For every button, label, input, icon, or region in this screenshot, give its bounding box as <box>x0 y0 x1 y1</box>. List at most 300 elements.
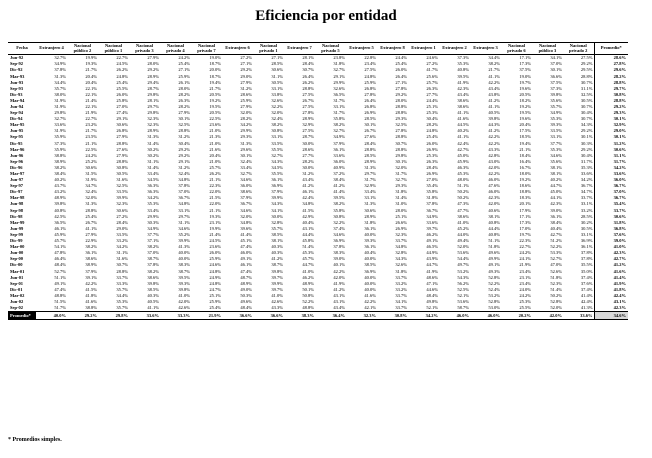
value-cell: 31.4% <box>147 165 159 170</box>
value-cell: 30.7% <box>395 140 407 146</box>
value-cell: 21.7% <box>85 67 97 73</box>
value-cell: 41.3% <box>178 244 190 250</box>
value-cell: 33.1% <box>550 134 562 140</box>
value-cell: 31.1% <box>116 250 128 256</box>
average-cell: 36.7% <box>594 183 628 189</box>
value-cell: 40.0% <box>364 287 376 292</box>
value-cell: 29.2% <box>395 92 407 97</box>
date-cell: Promedio* <box>8 312 36 320</box>
value-cell: 47.4% <box>240 268 252 274</box>
value-cell: 28.8% <box>302 85 314 91</box>
average-cell: 41.2% <box>594 263 628 269</box>
value-cell: 38.9% <box>85 262 97 268</box>
value-cell: 18.0% <box>519 171 531 177</box>
value-cell: 39.5% <box>457 73 469 79</box>
value-cell: 17.9% <box>519 207 531 213</box>
column-header: Fecha <box>8 43 36 55</box>
value-cell: 19.0% <box>519 73 531 79</box>
value-cell: 32.7% <box>54 116 66 122</box>
value-cell: 26.8% <box>364 85 376 91</box>
value-cell: 34.4% <box>488 55 500 61</box>
date-cell: Mar-02 <box>10 293 25 298</box>
value-cell: 21.5% <box>209 195 221 201</box>
value-cell: 21.3% <box>209 134 221 140</box>
value-cell: 28.2% <box>178 104 190 109</box>
value-cell: 41.1% <box>457 110 469 116</box>
value-cell: 31.9% <box>54 128 66 134</box>
value-cell: 41.5% <box>302 207 314 213</box>
average-cell: 28.8% <box>594 80 628 86</box>
value-cell: 35.0% <box>580 268 593 274</box>
value-cell: 27.9% <box>240 79 252 85</box>
value-cell: 42.2% <box>488 134 500 140</box>
average-cell: 36.0% <box>594 177 628 183</box>
value-cell: 35.3% <box>550 146 562 152</box>
value-cell: 33.7% <box>395 238 407 244</box>
value-cell: 36.7% <box>240 201 252 207</box>
value-cell: 33.3% <box>160 312 191 320</box>
value-cell: 52.1% <box>457 293 469 298</box>
value-cell: 45.2% <box>457 226 469 231</box>
value-cell: 44.4% <box>488 226 500 231</box>
value-cell: 50.1% <box>302 287 314 292</box>
value-cell: 23.1% <box>209 219 221 225</box>
value-cell: 38.9% <box>54 159 66 164</box>
value-cell: 37.2% <box>333 171 345 177</box>
value-cell: 16.7% <box>519 165 531 170</box>
value-cell: 39.9% <box>271 280 283 286</box>
value-cell: 28.8% <box>395 134 407 140</box>
value-cell: 25.5% <box>116 85 128 91</box>
value-cell: 35.6% <box>550 159 562 164</box>
value-cell: 44.7% <box>550 183 562 189</box>
date-cell: Dic-00 <box>10 262 23 268</box>
value-cell: 26.7% <box>85 219 97 225</box>
value-cell: 31.7% <box>580 159 593 164</box>
value-cell: 32.2% <box>333 219 345 225</box>
value-cell: 29.8% <box>147 110 159 116</box>
value-cell: 34.3% <box>580 122 593 128</box>
value-cell: 29.9% <box>333 79 345 85</box>
value-cell: 28.8% <box>116 159 128 164</box>
value-cell: 33.1% <box>271 85 283 91</box>
date-cell: Dic-93 <box>10 92 23 97</box>
value-cell: 28.6% <box>240 92 252 97</box>
value-cell: 52.2% <box>302 299 314 304</box>
value-cell: 30.1% <box>178 116 190 122</box>
value-cell: 21.9% <box>519 262 531 268</box>
value-cell: 43.7% <box>54 183 66 189</box>
value-cell: 26.7% <box>302 98 314 103</box>
value-cell: 34.1% <box>550 55 562 61</box>
value-cell: 32.3% <box>395 232 407 237</box>
value-cell: 29.7% <box>147 104 159 109</box>
date-cell: Sep-96 <box>10 159 24 164</box>
value-cell: 19.6% <box>519 116 531 122</box>
value-cell: 40.4% <box>550 226 562 231</box>
value-cell: 35.5% <box>271 171 283 177</box>
value-cell: 25.4% <box>85 213 97 219</box>
value-cell: 35.4% <box>426 183 438 189</box>
value-cell: 28.8% <box>395 110 407 116</box>
value-cell: 28.8% <box>580 73 593 79</box>
value-cell: 33.7% <box>580 195 593 201</box>
value-cell: 30.4% <box>580 110 593 116</box>
value-cell: 20.0% <box>209 67 221 73</box>
value-cell: 19.3% <box>209 213 221 219</box>
value-cell: 33.6% <box>426 219 438 225</box>
value-cell: 28.7% <box>302 134 314 140</box>
value-cell: 36.9% <box>271 183 283 189</box>
value-cell: 30.4% <box>580 152 593 158</box>
value-cell: 41.1% <box>488 104 500 109</box>
value-cell: 32.9% <box>364 183 376 189</box>
value-cell: 43.2% <box>54 189 66 195</box>
value-cell: 35.5% <box>580 262 593 268</box>
value-cell: 34.8% <box>178 177 190 183</box>
value-cell: 49.1% <box>426 238 438 244</box>
value-cell: 38.2% <box>271 122 283 128</box>
value-cell: 34.2% <box>116 244 128 250</box>
value-cell: 43.1% <box>333 299 345 304</box>
value-cell: 37.0% <box>147 250 159 256</box>
value-cell: 19.4% <box>209 79 221 85</box>
value-cell: 31.2% <box>302 171 314 177</box>
value-cell: 19.5% <box>209 104 221 109</box>
value-cell: 30.8% <box>271 128 283 134</box>
value-cell: 28.4% <box>364 140 376 146</box>
value-cell: 34.6% <box>333 232 345 237</box>
value-cell: 49.1% <box>240 256 252 262</box>
value-cell: 30.0% <box>302 140 314 146</box>
value-cell: 42.2% <box>85 280 97 286</box>
value-cell: 43.8% <box>488 92 500 97</box>
value-cell: 24.6% <box>426 55 438 61</box>
value-cell: 42.2% <box>488 171 500 177</box>
value-cell: 35.3% <box>147 201 159 207</box>
value-cell: 31.9% <box>85 177 97 183</box>
value-cell: 36.9% <box>333 238 345 244</box>
value-cell: 35.2% <box>178 232 190 237</box>
table-row <box>8 305 628 312</box>
value-cell: 39.3% <box>364 238 376 244</box>
value-cell: 44.7% <box>302 262 314 268</box>
value-cell: 46.0% <box>488 189 500 195</box>
value-cell: 30.5% <box>116 171 128 177</box>
value-cell: 24.4% <box>395 55 407 61</box>
average-cell: 31.8% <box>594 220 628 226</box>
value-cell: 25.4% <box>426 134 438 140</box>
date-cell: Sep-00 <box>10 256 24 262</box>
value-cell: 30.7% <box>580 79 593 85</box>
value-cell: 31.9% <box>54 104 66 109</box>
value-cell: 19.9% <box>209 226 221 231</box>
value-cell: 30.4% <box>178 140 190 146</box>
value-cell: 48.8% <box>302 305 314 311</box>
value-cell: 17.1% <box>519 213 531 219</box>
footnote: * Promedios simples. <box>8 437 62 443</box>
value-cell: 40.1% <box>333 262 345 268</box>
value-cell: 34.6% <box>240 207 252 213</box>
value-cell: 39.5% <box>178 274 190 280</box>
value-cell: 25.4% <box>178 61 190 67</box>
value-cell: 37.8% <box>54 67 66 73</box>
average-cell: 28.2% <box>594 74 628 80</box>
date-cell: Jun-02 <box>10 299 24 304</box>
average-cell: 34.6% <box>594 312 628 320</box>
value-cell: 32.4% <box>178 171 190 177</box>
value-cell: 52.7% <box>54 268 66 274</box>
value-cell: 26.0% <box>395 67 407 73</box>
column-header: Extranjero 8 <box>377 43 408 55</box>
value-cell: 24.5% <box>209 238 221 244</box>
value-cell: 41.8% <box>85 293 97 298</box>
value-cell: 41.4% <box>240 232 252 237</box>
value-cell: 34.4% <box>116 293 128 298</box>
value-cell: 37.8% <box>178 183 190 189</box>
value-cell: 49.0% <box>240 287 252 292</box>
value-cell: 51.2% <box>550 238 562 244</box>
value-cell: 40.0% <box>178 256 190 262</box>
value-cell: 38.1% <box>271 238 283 244</box>
average-cell: 30.1% <box>594 135 628 141</box>
value-cell: 46.5% <box>426 244 438 250</box>
value-cell: 33.1% <box>271 134 283 140</box>
value-cell: 39.9% <box>116 195 128 201</box>
average-cell: 39.0% <box>594 238 628 244</box>
value-cell: 48.9% <box>240 280 252 286</box>
value-cell: 24.2% <box>85 152 97 158</box>
value-cell: 49.6% <box>488 250 500 256</box>
value-cell: 34.8% <box>302 201 314 207</box>
value-cell: 28.5% <box>271 61 283 67</box>
average-cell: 33.6% <box>594 171 628 177</box>
value-cell: 25.7% <box>209 165 221 170</box>
value-cell: 47.0% <box>550 262 562 268</box>
value-cell: 38.6% <box>457 213 469 219</box>
value-cell: 25.9% <box>209 256 221 262</box>
average-cell: 30.6% <box>594 214 628 220</box>
value-cell: 29.9% <box>147 213 159 219</box>
value-cell: 49.3% <box>488 268 500 274</box>
value-cell: 33.6% <box>333 152 345 158</box>
average-cell: 43.1% <box>594 299 628 305</box>
value-cell: 36.5% <box>54 219 66 225</box>
value-cell: 29.0% <box>116 226 128 231</box>
value-cell: 29.8% <box>395 152 407 158</box>
column-header: Extranjero 2 <box>439 43 470 55</box>
value-cell: 37.4% <box>333 226 345 231</box>
value-cell: 42.3% <box>457 85 469 91</box>
value-cell: 40.0% <box>36 312 67 320</box>
value-cell: 27.8% <box>395 85 407 91</box>
value-cell: 54.1% <box>54 244 66 250</box>
value-cell: 30.5% <box>580 226 593 231</box>
value-cell: 21.1% <box>209 207 221 213</box>
value-cell: 24.0% <box>519 287 531 292</box>
value-cell: 22.9% <box>85 238 97 244</box>
value-cell: 26.9% <box>426 171 438 177</box>
column-header: Extranjero 4 <box>36 43 67 55</box>
value-cell: 46.1% <box>302 189 314 195</box>
value-cell: 26.4% <box>302 73 314 79</box>
value-cell: 41.4% <box>333 189 345 195</box>
value-cell: 27.9% <box>178 110 190 116</box>
value-cell: 27.4% <box>116 110 128 116</box>
value-cell: 40.2% <box>54 177 66 183</box>
value-cell: 38.1% <box>550 165 562 170</box>
value-cell: 43.4% <box>302 177 314 183</box>
value-cell: 36.5% <box>333 92 345 97</box>
value-cell: 22.1% <box>85 92 97 97</box>
value-cell: 30.1% <box>395 159 407 164</box>
date-cell: Dic-98 <box>10 213 23 219</box>
value-cell: 31.7% <box>364 177 376 183</box>
value-cell: 42.0% <box>532 312 563 320</box>
value-cell: 38.6% <box>240 189 252 195</box>
value-cell: 37.9% <box>333 140 345 146</box>
value-cell: 41.0% <box>178 293 190 298</box>
value-cell: 42.0% <box>488 165 500 170</box>
date-cell: Dic-94 <box>10 116 23 122</box>
value-cell: 45.0% <box>457 152 469 158</box>
value-cell: 38.3% <box>333 250 345 256</box>
value-cell: 34.9% <box>147 226 159 231</box>
value-cell: 43.1% <box>333 293 345 298</box>
value-cell: 44.0% <box>457 232 469 237</box>
value-cell: 32.3% <box>147 116 159 122</box>
value-cell: 34.9% <box>333 134 345 140</box>
value-cell: 51.1% <box>457 183 469 189</box>
average-cell: 36.8% <box>594 226 628 232</box>
value-cell: 43.4% <box>488 85 500 91</box>
value-cell: 36.1% <box>364 226 376 231</box>
value-cell: 41.5% <box>85 287 97 292</box>
value-cell: 28.8% <box>395 146 407 152</box>
value-cell: 41.2% <box>488 98 500 103</box>
value-cell: 24.5% <box>116 61 128 67</box>
value-cell: 29.2% <box>580 128 593 134</box>
value-cell: 53.2% <box>457 268 469 274</box>
value-cell: 35.3% <box>580 165 593 170</box>
value-cell: 20.2% <box>501 312 532 320</box>
value-cell: 37.6% <box>580 280 593 286</box>
value-cell: 27.2% <box>426 61 438 67</box>
value-cell: 28.8% <box>116 140 128 146</box>
value-cell: 22.7% <box>519 244 531 250</box>
value-cell: 36.7% <box>426 207 438 213</box>
value-cell: 30.1% <box>364 122 376 128</box>
value-cell: 29.2% <box>240 67 252 73</box>
value-cell: 45.1% <box>240 238 252 244</box>
value-cell: 34.2% <box>240 122 252 128</box>
total-row <box>8 312 628 320</box>
value-cell: 20.5% <box>519 92 531 97</box>
value-cell: 40.3% <box>271 244 283 250</box>
column-header: Nacional público 3 <box>532 43 563 55</box>
value-cell: 33.1% <box>364 195 376 201</box>
value-cell: 46.0% <box>488 177 500 183</box>
value-cell: 22.0% <box>209 189 221 195</box>
value-cell: 19.0% <box>209 55 221 61</box>
value-cell: 40.9% <box>333 165 345 170</box>
value-cell: 40.3% <box>147 293 159 298</box>
header-row <box>8 43 628 55</box>
value-cell: 35.8% <box>426 189 438 195</box>
value-cell: 38.2% <box>54 165 66 170</box>
column-header: Nacional privado 5 <box>315 43 346 55</box>
value-cell: 54.4% <box>457 256 469 262</box>
value-cell: 34.3% <box>395 256 407 262</box>
value-cell: 22.3% <box>519 238 531 244</box>
value-cell: 32.8% <box>271 219 283 225</box>
value-cell: 44.6% <box>426 287 438 292</box>
value-cell: 48.9% <box>54 195 66 201</box>
value-cell: 46.3% <box>457 165 469 170</box>
value-cell: 27.0% <box>116 104 128 109</box>
value-cell: 28.9% <box>364 213 376 219</box>
value-cell: 31.3% <box>364 165 376 170</box>
value-cell: 35.5% <box>271 146 283 152</box>
value-cell: 33.1% <box>333 104 345 109</box>
value-cell: 50.2% <box>457 189 469 195</box>
value-cell: 52.0% <box>457 244 469 250</box>
value-cell: 36.6% <box>253 312 284 320</box>
value-cell: 27.5% <box>364 67 376 73</box>
value-cell: 47.7% <box>457 207 469 213</box>
value-cell: 26.0% <box>116 92 128 97</box>
value-cell: 46.1% <box>54 226 66 231</box>
value-cell: 24.8% <box>209 268 221 274</box>
value-cell: 40.0% <box>364 274 376 280</box>
value-cell: 22.1% <box>85 104 97 109</box>
value-cell: 39.8% <box>178 287 190 292</box>
value-cell: 32.0% <box>240 213 252 219</box>
value-cell: 42.2% <box>333 268 345 274</box>
value-cell: 31.8% <box>395 268 407 274</box>
value-cell: 47.3% <box>457 201 469 207</box>
value-cell: 19.6% <box>519 85 531 91</box>
value-cell: 51.7% <box>54 305 66 311</box>
value-cell: 32.6% <box>333 85 345 91</box>
value-cell: 30.6% <box>85 165 97 170</box>
value-cell: 43.1% <box>302 226 314 231</box>
average-cell: 29.7% <box>594 86 628 92</box>
value-cell: 30.6% <box>116 122 128 128</box>
value-cell: 47.8% <box>54 250 66 256</box>
average-cell: 35.4% <box>594 202 628 208</box>
value-cell: 50.2% <box>550 293 562 298</box>
value-cell: 40.2% <box>457 128 469 134</box>
value-cell: 30.1% <box>550 67 562 73</box>
value-cell: 33.7% <box>395 293 407 298</box>
value-cell: 32.3% <box>116 201 128 207</box>
value-cell: 44.9% <box>426 250 438 256</box>
value-cell: 34.6% <box>178 226 190 231</box>
value-cell: 25.8% <box>116 98 128 103</box>
value-cell: 29.1% <box>333 73 345 79</box>
value-cell: 27.7% <box>302 152 314 158</box>
value-cell: 27.7% <box>426 92 438 97</box>
value-cell: 31.7% <box>395 171 407 177</box>
value-cell: 33.4% <box>240 165 252 170</box>
value-cell: 31.2% <box>178 165 190 170</box>
date-cell: Mar-98 <box>10 195 25 201</box>
value-cell: 26.3% <box>426 159 438 164</box>
value-cell: 44.3% <box>488 122 500 128</box>
table-row <box>8 55 628 62</box>
value-cell: 30.7% <box>116 262 128 268</box>
